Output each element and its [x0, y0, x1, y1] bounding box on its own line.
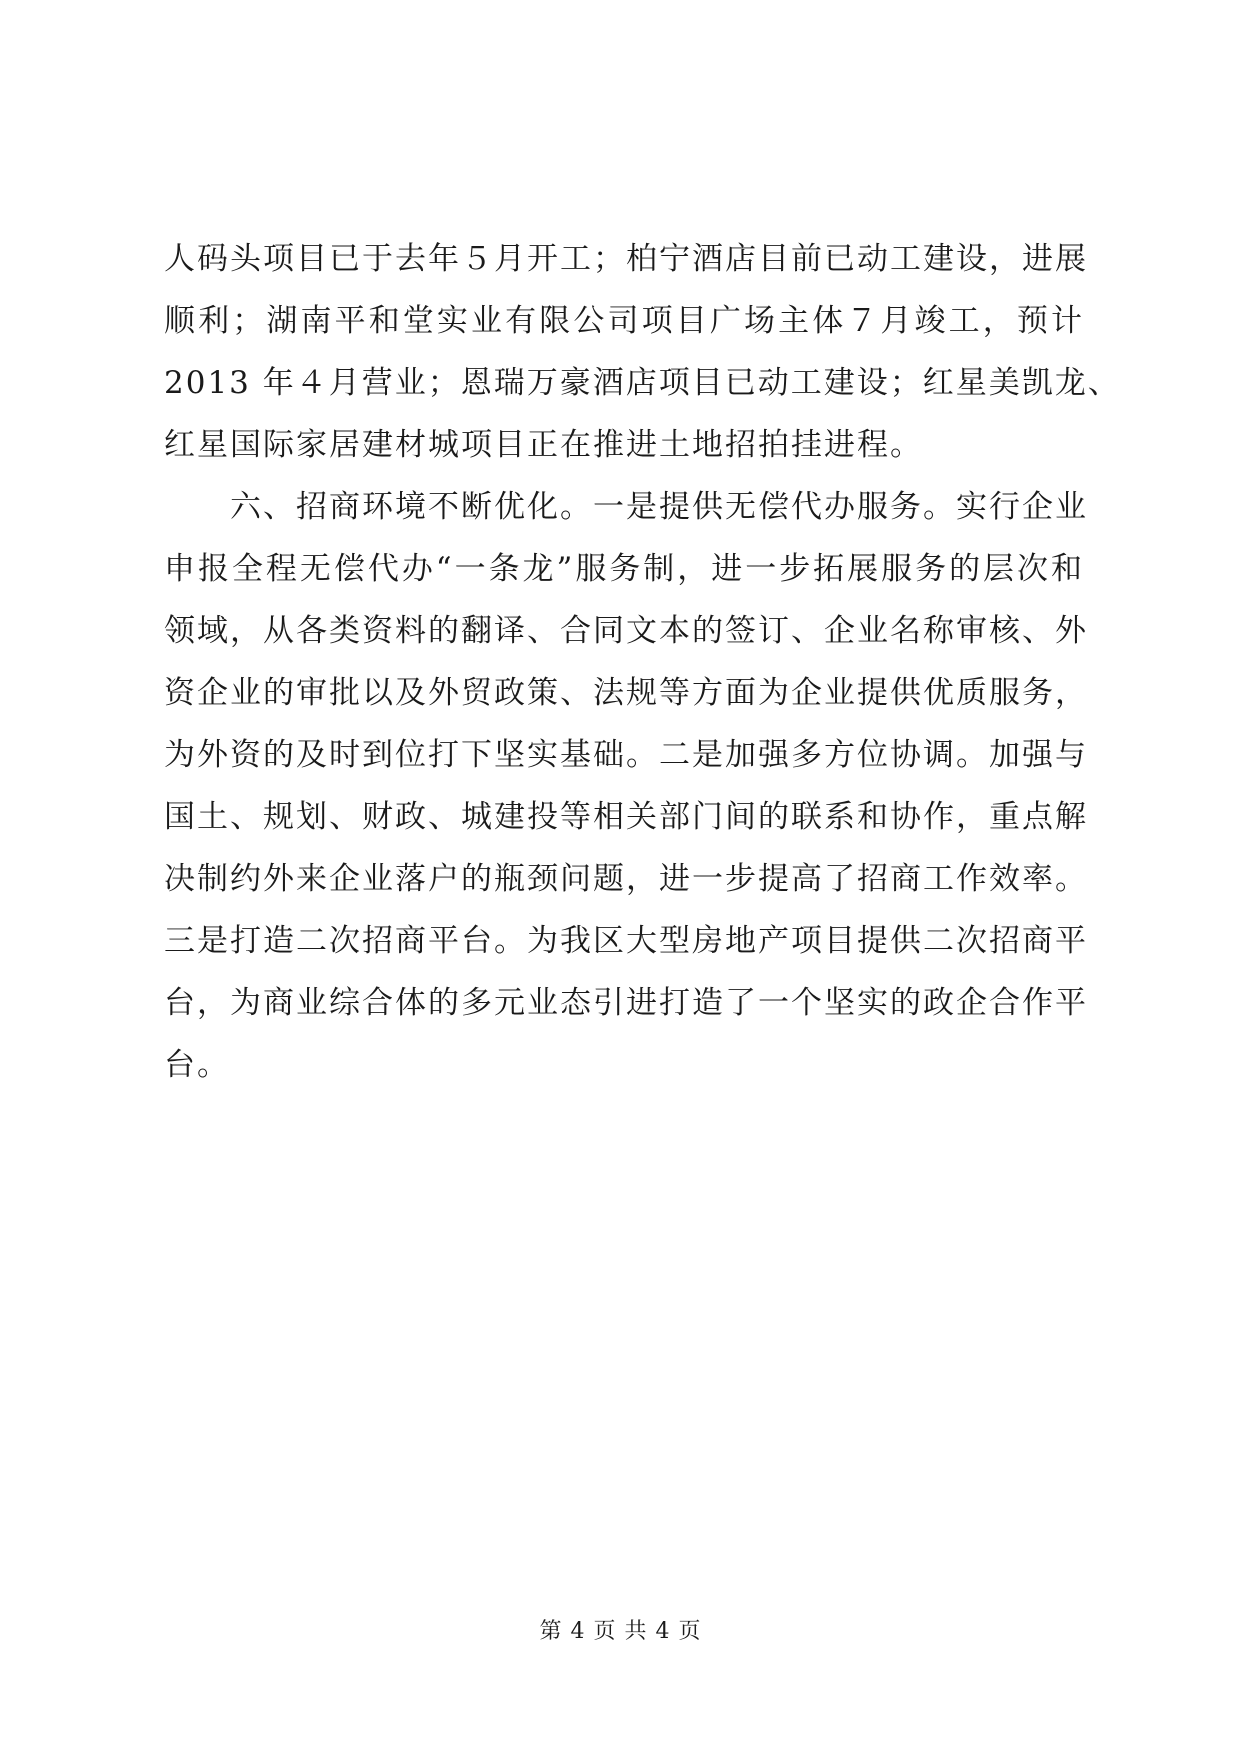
page-number-footer: 第 4 页 共 4 页	[539, 1619, 702, 1644]
text-line: 资企业的审批以及外贸政策、法规等方面为企业提供优质服务，	[164, 675, 1088, 711]
text-line: 为外资的及时到位打下坚实基础。二是加强多方位协调。加强与	[164, 737, 1088, 773]
text-line: 六、招商环境不断优化。一是提供无偿代办服务。实行企业	[230, 489, 1088, 525]
text-line: 顺利；湖南平和堂实业有限公司项目广场主体７月竣工，预计	[164, 303, 1084, 339]
text-line: 人码头项目已于去年５月开工；柏宁酒店目前已动工建设，进展	[164, 241, 1088, 277]
document-body	[164, 228, 1121, 1096]
paragraph-investment-environment	[164, 476, 1088, 1096]
text-line: 红星国际家居建材城项目正在推进土地招拍挂进程。	[164, 427, 923, 463]
text-line: 国土、规划、财政、城建投等相关部门间的联系和协作，重点解	[164, 799, 1088, 835]
text-line: 申报全程无偿代办“一条龙”服务制，进一步拓展服务的层次和	[164, 551, 1084, 587]
paragraph-project-progress	[164, 228, 1121, 476]
text-line: 决制约外来企业落户的瓶颈问题，进一步提高了招商工作效率。	[164, 861, 1088, 897]
text-line: 台。	[164, 1047, 230, 1083]
text-line: 2013 年４月营业；恩瑞万豪酒店项目已动工建设；红星美凯龙、	[164, 365, 1121, 401]
text-line: 领域，从各类资料的翻译、合同文本的签订、企业名称审核、外	[164, 613, 1088, 649]
text-line: 台，为商业综合体的多元业态引进打造了一个坚实的政企合作平	[164, 985, 1088, 1021]
text-line: 三是打造二次招商平台。为我区大型房地产项目提供二次招商平	[164, 923, 1088, 959]
